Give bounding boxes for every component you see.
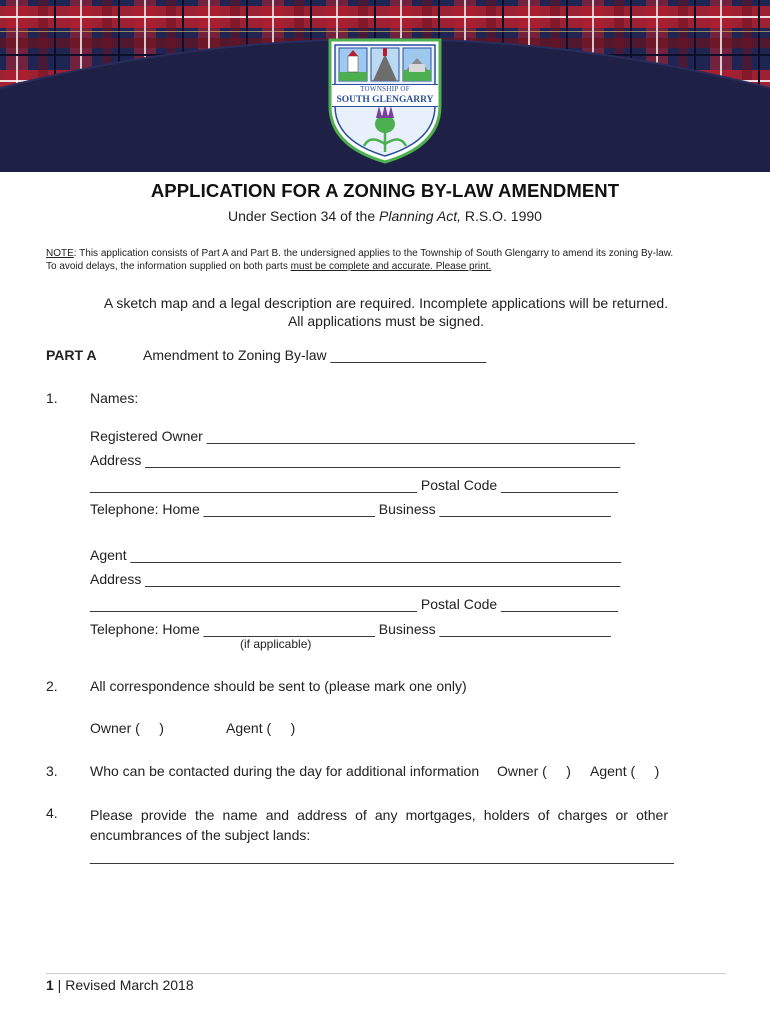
page-footer: 1 | Revised March 2018 bbox=[46, 977, 194, 993]
q3-owner-checkbox[interactable]: Owner ( ) bbox=[497, 763, 571, 779]
page-number: 1 bbox=[46, 977, 54, 993]
owner-address-field[interactable]: Address _____________________________________________________________ bbox=[90, 452, 621, 468]
registered-owner-field[interactable]: Registered Owner _______________________________________________________ bbox=[90, 428, 635, 444]
q4-text: Please provide the name and address of any mortgages, holders of charges or other encumbrances of the subject lands: bbox=[90, 807, 668, 843]
zoning-bylaw-field[interactable]: Amendment to Zoning By-law ____________________ bbox=[143, 347, 487, 363]
q2-agent-checkbox[interactable]: Agent ( ) bbox=[226, 720, 296, 736]
q1-number: 1. bbox=[46, 390, 58, 406]
owner-telephone-field[interactable]: Telephone: Home ______________________ Business ______________________ bbox=[90, 501, 611, 517]
q3-number: 3. bbox=[46, 763, 58, 779]
owner-postal-code-field[interactable]: __________________________________________ Postal Code _______________ bbox=[90, 477, 618, 493]
page-subtitle: Under Section 34 of the Planning Act, R.S.O. 1990 bbox=[228, 208, 542, 224]
agent-postal-code-field[interactable]: __________________________________________ Postal Code _______________ bbox=[90, 596, 618, 612]
agent-field[interactable]: Agent _______________________________________________________________ bbox=[90, 547, 622, 563]
q2-text: All correspondence should be sent to (please mark one only) bbox=[90, 678, 467, 694]
requirements-notice: A sketch map and a legal description are required. Incomplete applications will be returned. All applications must be signed. bbox=[103, 295, 669, 329]
application-note: NOTE: This application consists of Part A and Part B. the undersigned applies to the Township of South Glengarry to amend its zoning By-law. To avoid delays, the information supplied on both parts must be complete and accurate. Please print. bbox=[46, 248, 674, 272]
agent-telephone-field[interactable]: Telephone: Home ______________________ Business ______________________ bbox=[90, 621, 611, 637]
q3-text: Who can be contacted during the day for additional information bbox=[90, 763, 480, 779]
q2-number: 2. bbox=[46, 678, 58, 694]
part-a-label: PART A bbox=[46, 347, 97, 363]
q1-label: Names: bbox=[90, 390, 139, 406]
logo-text-top: TOWNSHIP OF bbox=[360, 85, 410, 93]
page-title: APPLICATION FOR A ZONING BY-LAW AMENDMENT bbox=[150, 180, 620, 201]
logo-text-main: SOUTH GLENGARRY bbox=[336, 95, 434, 105]
q4-number: 4. bbox=[46, 805, 58, 821]
revision-date: Revised March 2018 bbox=[65, 977, 194, 993]
township-crest-logo bbox=[326, 36, 444, 164]
note-label: NOTE bbox=[46, 248, 74, 259]
footer-divider bbox=[46, 973, 726, 974]
encumbrances-field[interactable]: ___________________________________________________________________________ bbox=[90, 848, 674, 864]
if-applicable-note: (if applicable) bbox=[240, 637, 312, 651]
q2-owner-checkbox[interactable]: Owner ( ) bbox=[90, 720, 164, 736]
agent-address-field[interactable]: Address _____________________________________________________________ bbox=[90, 571, 621, 587]
q3-agent-checkbox[interactable]: Agent ( ) bbox=[590, 763, 660, 779]
